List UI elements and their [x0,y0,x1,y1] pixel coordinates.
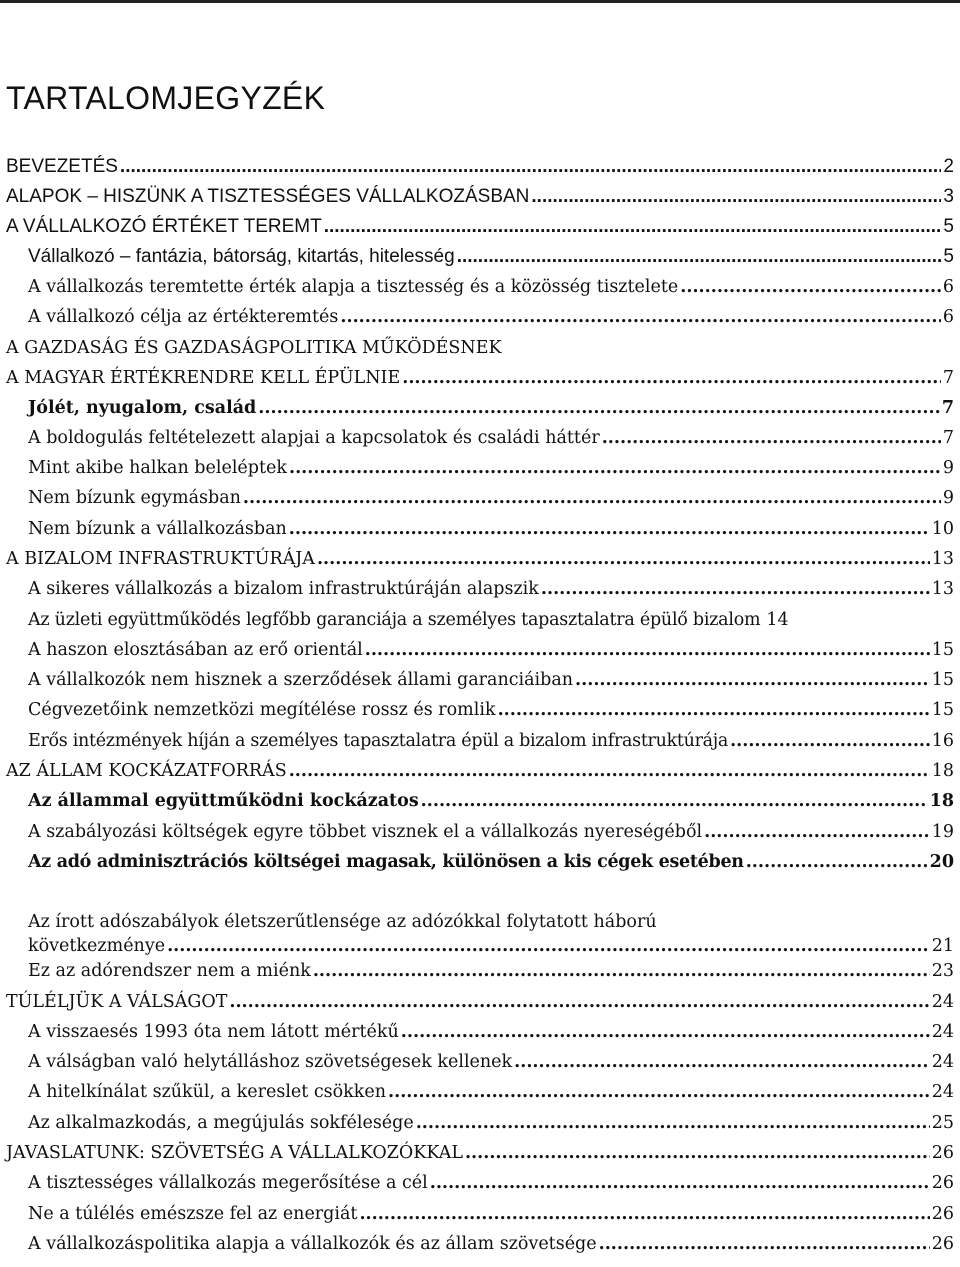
toc-entry-page: 16 [931,731,954,751]
dot-leader [498,698,930,722]
toc-entry-label: Az adó adminisztrációs költségei magasak, különösen a kis cégek esetében [28,852,744,872]
toc-entry-alapok[interactable] [0,178,960,209]
toc-entry-page: 6 [942,307,954,327]
toc-entry-nem-bizunk-egymasban[interactable] [0,479,960,510]
dot-leader [289,456,941,480]
toc-entry-label: Az alkalmazkodás, a megújulás sokfélesége [28,1113,414,1133]
toc-entry-page: 26 [931,1143,954,1163]
toc-entry-tuleljuk-a-valsagot[interactable] [0,983,960,1014]
toc-entry-page: 13 [931,579,954,599]
dot-leader [541,577,930,601]
page-title: TARTALOMJEGYZÉK [6,80,326,116]
toc-entry-page: 5 [943,216,954,237]
toc-entry-haszon-elosztas[interactable] [0,631,960,662]
toc-entry-vallalkozo-celja[interactable] [0,298,960,329]
toc-entry-page: 15 [931,640,954,660]
toc-entry-page: 24 [931,1052,954,1072]
dot-leader [229,990,929,1014]
toc-entry-tisztesseges-vallalkozas[interactable] [0,1164,960,1195]
toc-entry-label: Mint akibe halkan beleléptek [28,458,287,478]
dot-leader [704,820,930,844]
dot-leader [514,1050,930,1074]
toc-entry-label: A hitelkínálat szűkül, a kereslet csökken [28,1082,387,1102]
toc-entry-javaslatunk[interactable] [0,1134,960,1165]
toc-entry-mint-akibe[interactable] [0,449,960,480]
toc-entry-page: 9 [942,458,954,478]
toc-entry-uzleti-egyuttmukodes[interactable] [0,601,960,632]
toc-entry-magyar-ertekrend[interactable] [0,359,960,390]
toc-entry-eros-intezmenyek[interactable] [0,722,960,753]
toc-entry-ez-az-adorendszer[interactable] [0,952,960,983]
toc-entry-page: 24 [931,1022,954,1042]
toc-entry-label: Nem bízunk a vállalkozásban [28,519,287,539]
toc-entry-page: 5 [943,246,954,267]
toc-entry-label: A sikeres vállalkozás a bizalom infrastruktúráján alapszik [28,579,539,599]
toc-entry-label: Jólét, nyugalom, család [28,398,257,418]
dot-leader [746,850,928,874]
dot-leader [416,1111,930,1135]
toc-entry-label: A vállalkozó célja az értékteremtés [28,307,339,327]
toc-entry-page: 7 [941,398,954,418]
toc-entry-page: 23 [931,961,954,981]
toc-entry-page: 18 [929,791,954,811]
toc-entry-ne-a-tulelés[interactable] [0,1195,960,1226]
toc-entry-bevezetes[interactable] [0,148,960,179]
toc-entry-label: A vállalkozáspolitika alapja a vállalkozók és az állam szövetsége [28,1234,597,1254]
toc-entry-label: Ne a túlélés emészsze fel az energiát [28,1204,358,1224]
toc-entry-label: Vállalkozó – fantázia, bátorság, kitartás, hitelesség [28,246,455,267]
toc-entry-label: Az írott adószabályok életszerűtlensége az adózókkal folytatott háború [28,912,657,932]
dot-leader [365,638,930,662]
toc-entry-page: 21 [931,936,954,956]
toc-entry-label: AZ ÁLLAM KOCKÁZATFORRÁS [6,761,287,781]
toc-entry-bizalom-infrastruktura[interactable] [0,540,960,571]
toc-entry-boldogulas[interactable] [0,419,960,450]
toc-entry-label: A haszon elosztásában az erő orientál [28,640,363,660]
toc-entry-page: 7 [942,428,954,448]
toc-entry-label: ALAPOK – HISZÜNK A TISZTESSÉGES VÁLLALKOZÁSBAN [6,186,530,207]
toc-entry-label: A GAZDASÁG ÉS GAZDASÁGPOLITIKA MŰKÖDÉSNEK [6,338,502,358]
dot-leader [243,486,941,510]
dot-leader [575,668,930,692]
toc-entry-szerzodesek[interactable] [0,661,960,692]
toc-entry-label: Az üzleti együttműködés legfőbb garanciája a személyes tapasztalatra épülő bizalom [28,610,761,630]
dot-leader [457,245,942,269]
dot-leader [402,366,941,390]
toc-entry-gazdasag-line1[interactable] [0,329,960,360]
toc-entry-label: A válságban való helytálláshoz szövetségesek kellenek [28,1052,513,1072]
dot-leader [317,547,930,571]
toc-entry-label: Cégvezetőink nemzetközi megítélése rossz és romlik [28,700,496,720]
toc-entry-label: A szabályozási költségek egyre többet visznek el a vállalkozás nyereségéből [28,822,703,842]
dot-leader [289,517,930,541]
toc-entry-label: Ez az adórendszer nem a miénk [28,961,311,981]
toc-entry-page: 9 [942,488,954,508]
toc-entry-vallalkozo-erteket-teremt[interactable] [0,208,960,239]
toc-entry-page: 13 [931,549,954,569]
toc-entry-label: A boldogulás feltételezett alapjai a kapcsolatok és családi háttér [28,428,600,448]
toc-entry-jolet[interactable] [0,389,960,420]
toc-entry-hitelkinalat[interactable] [0,1073,960,1104]
toc-entry-label: A visszaesés 1993 óta nem látott mértékű [28,1022,399,1042]
toc-entry-label: A vállalkozók nem hisznek a szerződések állami garanciáiban [28,670,574,690]
dot-leader [258,396,940,420]
toc-entry-valsagban-helytallas[interactable] [0,1043,960,1074]
toc-entry-page: 15 [931,670,954,690]
toc-entry-label: Az állammal együttműködni kockázatos [28,791,419,811]
toc-entry-page: 24 [931,992,954,1012]
dot-leader [465,1141,930,1165]
toc-entry-sikeres-vallalkozas[interactable] [0,570,960,601]
toc-entry-page: 10 [931,519,954,539]
toc-entry-page: 20 [929,852,954,872]
dot-leader [421,789,928,813]
toc-entry-page: 7 [942,368,954,388]
toc-entry-allammal-egyuttmukodni[interactable] [0,782,960,813]
dot-leader [430,1171,930,1195]
toc-entry-page: 19 [931,822,954,842]
dot-leader [340,305,940,329]
toc-entry-label: Nem bízunk egymásban [28,488,241,508]
dot-leader [324,215,942,239]
toc-entry-label: A BIZALOM INFRASTRUKTÚRÁJA [6,549,315,569]
dot-leader [120,155,942,179]
toc-entry-label: BEVEZETÉS [6,156,118,177]
toc-entry-page: 2 [943,156,954,177]
toc-entry-irott-adoszabalyok[interactable] [0,900,960,958]
toc-entry-page: 18 [931,761,954,781]
toc-entry-page: 3 [943,186,954,207]
toc-entry-label-continued: következménye [28,936,166,956]
toc-entry-page: 24 [931,1082,954,1102]
dot-leader [359,1202,929,1226]
dot-leader [388,1080,930,1104]
top-border-line [0,0,960,7]
toc-entry-page: 14 [766,610,789,630]
dot-leader [680,275,941,299]
toc-entry-label: A VÁLLALKOZÓ ÉRTÉKET TEREMT [6,216,322,237]
toc-entry-szabalyozasi-koltsegek[interactable] [0,813,960,844]
toc-entry-label: A vállalkozás teremtette érték alapja a tisztesség és a közösség tisztelete [28,277,679,297]
toc-entry-teremtette-ertek[interactable] [0,268,960,299]
toc-entry-page: 25 [931,1113,954,1133]
toc-entry-label: A tisztességes vállalkozás megerősítése a cél [28,1173,428,1193]
toc-entry-label: JAVASLATUNK: SZÖVETSÉG A VÁLLALKOZÓKKAL [6,1143,463,1163]
toc-entry-nem-bizunk-vallalkozasban[interactable] [0,510,960,541]
toc-entry-ado-adminisztracios[interactable] [0,843,960,874]
dot-leader [289,759,930,783]
toc-entry-page: 15 [931,700,954,720]
toc-entry-page: 26 [931,1234,954,1254]
toc-entry-alkalmazkodas[interactable] [0,1104,960,1135]
toc-entry-label: TÚLÉLJÜK A VÁLSÁGOT [6,992,228,1012]
toc-entry-page: 26 [931,1204,954,1224]
dot-leader [531,185,941,209]
toc-entry-page: 26 [931,1173,954,1193]
toc-entry-label: Erős intézmények híján a személyes tapasztalatra épül a bizalom infrastruktúrája [28,731,729,751]
toc-entry-page: 6 [942,277,954,297]
toc-entry-cegvezetoink[interactable] [0,691,960,722]
dot-leader [730,729,930,753]
toc-entry-visszaeses[interactable] [0,1013,960,1044]
dot-leader [401,1020,930,1044]
toc-entry-vallalkozo-fantazia[interactable] [0,238,960,269]
dot-leader [599,1232,930,1256]
toc-entry-allam-kockazatforras[interactable] [0,752,960,783]
dot-leader [602,426,941,450]
toc-entry-label: A MAGYAR ÉRTÉKRENDRE KELL ÉPÜLNIE [6,368,401,388]
toc-entry-vallalkozaspolitika[interactable] [0,1225,960,1256]
dot-leader [313,959,930,983]
